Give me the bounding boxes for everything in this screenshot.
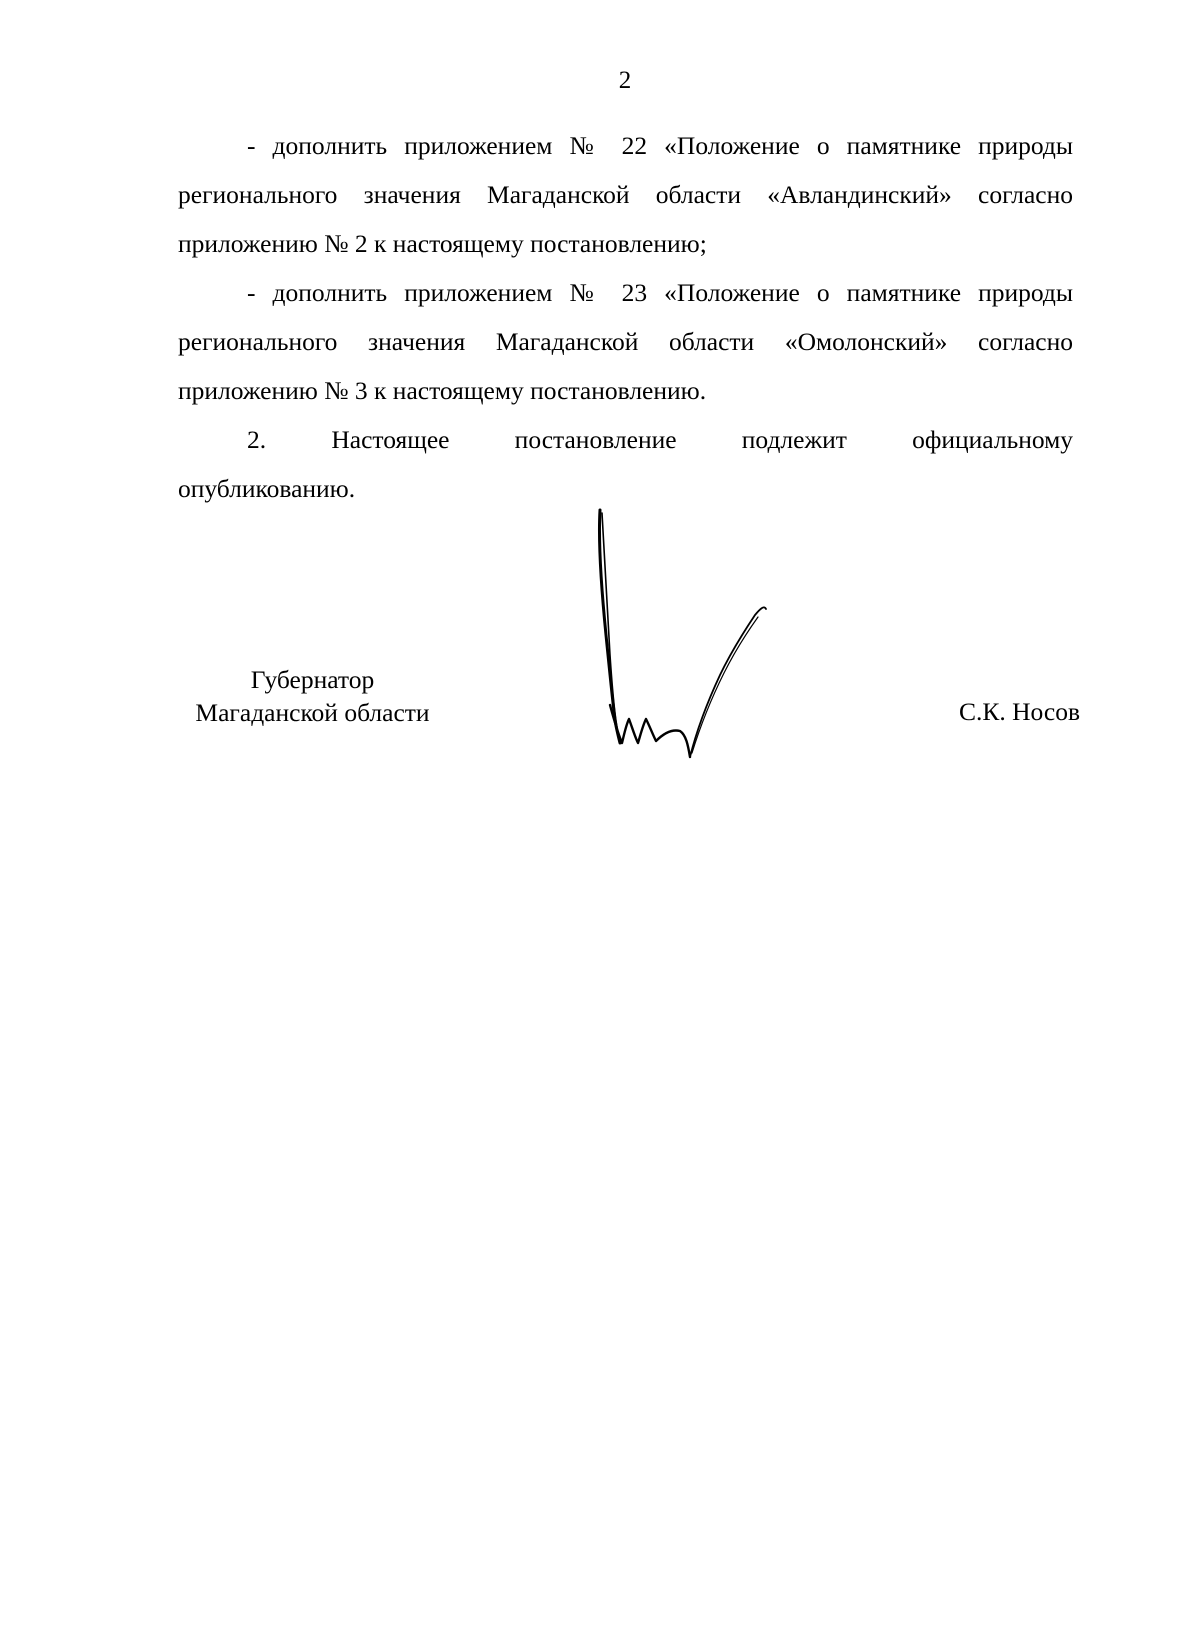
signatory-position-line2: Магаданской области <box>195 698 430 727</box>
paragraph-item-2-line1: 2. Настоящее постановление подлежит официальному <box>247 425 1073 454</box>
paragraph-appendix-23: - дополнить приложением № 23 «Положение о памятнике природы регионального значения Магаданской области «Омолонский» согласно приложению № 3 к настоящему постановлению. <box>178 278 1073 405</box>
paragraph-appendix-22: - дополнить приложением № 22 «Положение о памятнике природы регионального значения Магаданской области «Авландинский» согласно приложению № 2 к настоящему постановлению; <box>178 131 1073 258</box>
signatory-position <box>160 663 465 729</box>
page-number: 2 <box>618 67 632 94</box>
signatory-name: С.К. Носов <box>958 697 1080 726</box>
signatory-position-line1: Губернатор <box>250 665 375 694</box>
signature-block <box>0 0 1200 800</box>
paragraph-item-2-line2: опубликованию. <box>178 474 356 503</box>
handwritten-signature <box>580 505 810 775</box>
